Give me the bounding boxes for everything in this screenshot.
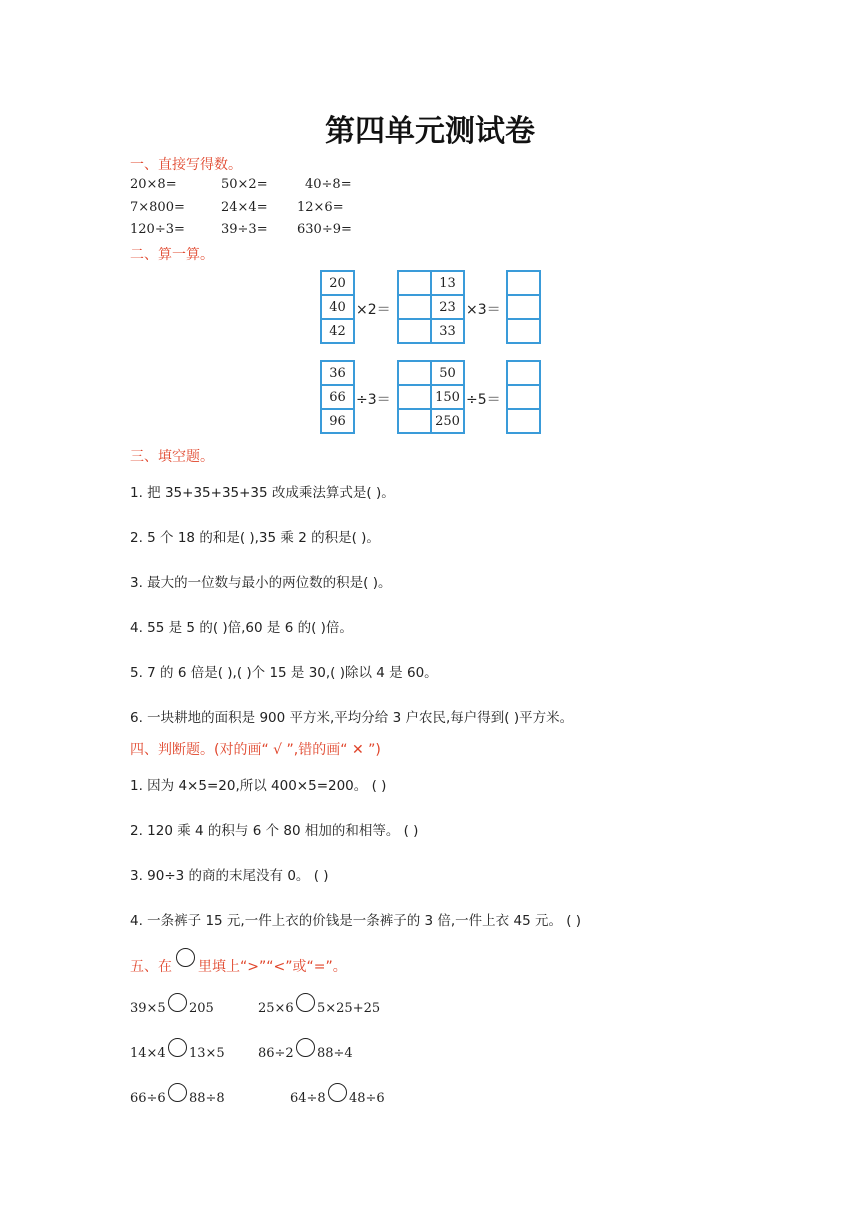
grid-cell: 66	[321, 385, 354, 409]
judge-question: 1. 因为 4×5=20,所以 400×5=200。 ( )	[130, 778, 387, 794]
direct-item: 120÷3=	[130, 222, 185, 237]
direct-item: 50×2=	[221, 177, 268, 192]
compare-right: 5×25+25	[317, 1001, 381, 1016]
section-4-heading: 四、判断题。(对的画“ √ ”,错的画“ ✕ ”)	[130, 742, 381, 758]
grid-cell: 20	[321, 271, 354, 295]
answer-cell[interactable]	[398, 385, 431, 409]
answer-grid-2[interactable]	[506, 360, 541, 434]
grid-cell: 250	[431, 409, 464, 433]
grid-cell: 50	[431, 361, 464, 385]
answer-cell[interactable]	[507, 385, 540, 409]
operator-label: ×2＝	[356, 302, 391, 318]
compare-circle[interactable]	[168, 1038, 187, 1057]
fill-question: 6. 一块耕地的面积是 900 平方米,平均分给 3 户农民,每户得到( )平方米。	[130, 710, 574, 726]
number-grid-4	[397, 360, 465, 434]
compare-circle-icon	[176, 948, 195, 967]
compare-circle[interactable]	[328, 1083, 347, 1102]
number-grid-3	[320, 360, 355, 434]
direct-item: 12×6=	[297, 200, 344, 215]
fill-question: 4. 55 是 5 的( )倍,60 是 6 的( )倍。	[130, 620, 353, 636]
section-1-heading: 一、直接写得数。	[130, 157, 242, 173]
compare-left: 25×6	[258, 1001, 294, 1016]
judge-question: 3. 90÷3 的商的末尾没有 0。 ( )	[130, 868, 329, 884]
grid-cell: 150	[431, 385, 464, 409]
compare-left: 66÷6	[130, 1091, 166, 1106]
operator-label: ÷5＝	[466, 392, 501, 408]
grid-cell: 13	[431, 271, 464, 295]
compare-right: 88÷4	[317, 1046, 353, 1061]
fill-question: 5. 7 的 6 倍是( ),( )个 15 是 30,( )除以 4 是 60。	[130, 665, 438, 681]
answer-cell[interactable]	[507, 361, 540, 385]
compare-left: 86÷2	[258, 1046, 294, 1061]
operator-label: ÷3＝	[356, 392, 391, 408]
answer-grid-1[interactable]	[506, 270, 541, 344]
direct-item: 24×4=	[221, 200, 268, 215]
number-grid-1	[320, 270, 355, 344]
section-3-heading: 三、填空题。	[130, 449, 214, 465]
grid-cell: 96	[321, 409, 354, 433]
answer-cell[interactable]	[398, 271, 431, 295]
judge-question: 4. 一条裤子 15 元,一件上衣的价钱是一条裤子的 3 倍,一件上衣 45 元。 ( )	[130, 913, 582, 929]
compare-circle[interactable]	[168, 1083, 187, 1102]
compare-right: 13×5	[189, 1046, 225, 1061]
grid-cell: 42	[321, 319, 354, 343]
compare-left: 64÷8	[290, 1091, 326, 1106]
compare-left: 39×5	[130, 1001, 166, 1016]
direct-item: 40÷8=	[305, 177, 352, 192]
answer-cell[interactable]	[398, 295, 431, 319]
fill-question: 1. 把 35+35+35+35 改成乘法算式是( )。	[130, 485, 395, 501]
page-title: 第四单元测试卷	[325, 114, 535, 149]
compare-right: 205	[189, 1001, 214, 1016]
section-2-heading: 二、算一算。	[130, 247, 214, 263]
section-5-heading-post: 里填上“>”“<”或“=”。	[198, 959, 347, 975]
operator-label: ×3＝	[466, 302, 501, 318]
answer-cell[interactable]	[398, 361, 431, 385]
direct-item: 39÷3=	[221, 222, 268, 237]
answer-cell[interactable]	[507, 295, 540, 319]
compare-right: 48÷6	[349, 1091, 385, 1106]
fill-question: 2. 5 个 18 的和是( ),35 乘 2 的积是( )。	[130, 530, 380, 546]
judge-question: 2. 120 乘 4 的积与 6 个 80 相加的和相等。 ( )	[130, 823, 419, 839]
section-5-heading-pre: 五、在	[130, 959, 172, 975]
answer-cell[interactable]	[398, 319, 431, 343]
compare-circle[interactable]	[296, 993, 315, 1012]
compare-circle[interactable]	[168, 993, 187, 1012]
answer-cell[interactable]	[507, 319, 540, 343]
direct-item: 7×800=	[130, 200, 185, 215]
grid-cell: 33	[431, 319, 464, 343]
grid-cell: 40	[321, 295, 354, 319]
grid-cell: 36	[321, 361, 354, 385]
direct-item: 20×8=	[130, 177, 177, 192]
answer-cell[interactable]	[507, 271, 540, 295]
answer-cell[interactable]	[398, 409, 431, 433]
grid-cell: 23	[431, 295, 464, 319]
fill-question: 3. 最大的一位数与最小的两位数的积是( )。	[130, 575, 392, 591]
compare-right: 88÷8	[189, 1091, 225, 1106]
direct-item: 630÷9=	[297, 222, 352, 237]
answer-cell[interactable]	[507, 409, 540, 433]
compare-circle[interactable]	[296, 1038, 315, 1057]
number-grid-2	[397, 270, 465, 344]
compare-left: 14×4	[130, 1046, 166, 1061]
